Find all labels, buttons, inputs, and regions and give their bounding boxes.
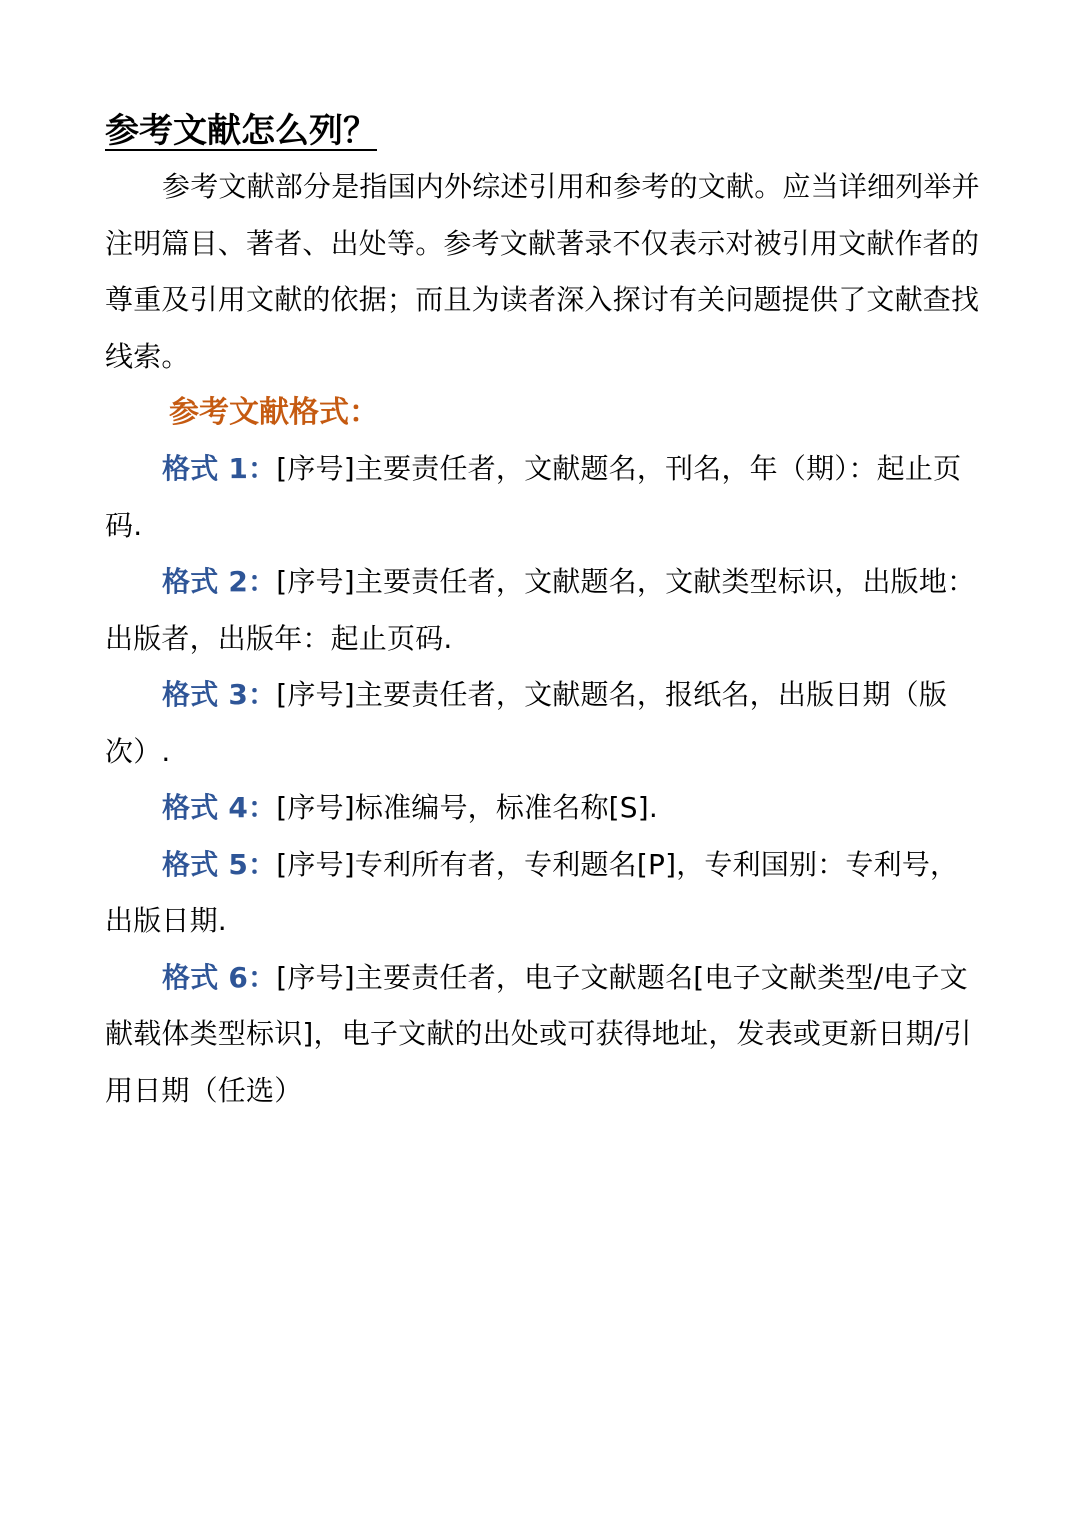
format-text-5: [序号]专利所有者，专利题名[P]，专利国别：专利号，出版日期. — [105, 847, 959, 937]
format-item-2 — [105, 554, 980, 667]
format-text-1: [序号]主要责任者，文献题名，刊名，年（期）：起止页码. — [105, 452, 962, 542]
format-label-2: 格式 2： — [162, 565, 277, 598]
section-heading: 参考文献格式： — [169, 395, 379, 430]
format-text-2: [序号]主要责任者，文献题名，文献类型标识，出版地：出版者，出版年：起止页码. — [105, 565, 976, 655]
document-title: 参考文献怎么列？ — [105, 111, 377, 151]
format-label-4: 格式 4： — [162, 791, 277, 824]
format-label-3: 格式 3： — [162, 678, 277, 711]
intro-paragraph: 参考文献部分是指国内外综述引用和参考的文献。应当详细列举并注明篇目、著者、出处等。参考文献著录不仅表示对被引用文献作者的尊重及引用文献的依据；而且为读者深入探讨有关问题提供了文献查找线索。 — [105, 170, 980, 373]
document-page — [105, 105, 980, 1119]
format-item-3 — [105, 667, 980, 780]
format-item-5 — [105, 837, 980, 950]
format-item-6 — [105, 950, 980, 1120]
format-item-4 — [105, 780, 980, 837]
format-item-1 — [105, 441, 980, 554]
format-text-4: [序号]标准编号，标准名称[S]. — [276, 791, 659, 824]
format-text-3: [序号]主要责任者，文献题名，报纸名，出版日期（版次）. — [105, 678, 948, 768]
format-label-6: 格式 6： — [162, 960, 277, 994]
format-label-1: 格式 1： — [162, 452, 277, 485]
format-text-6: [序号]主要责任者，电子文献题名[电子文献类型/电子文献载体类型标识]，电子文献的出处或可获得地址，发表或更新日期/引用日期（任选） — [105, 960, 972, 1107]
format-label-5: 格式 5： — [162, 847, 277, 881]
